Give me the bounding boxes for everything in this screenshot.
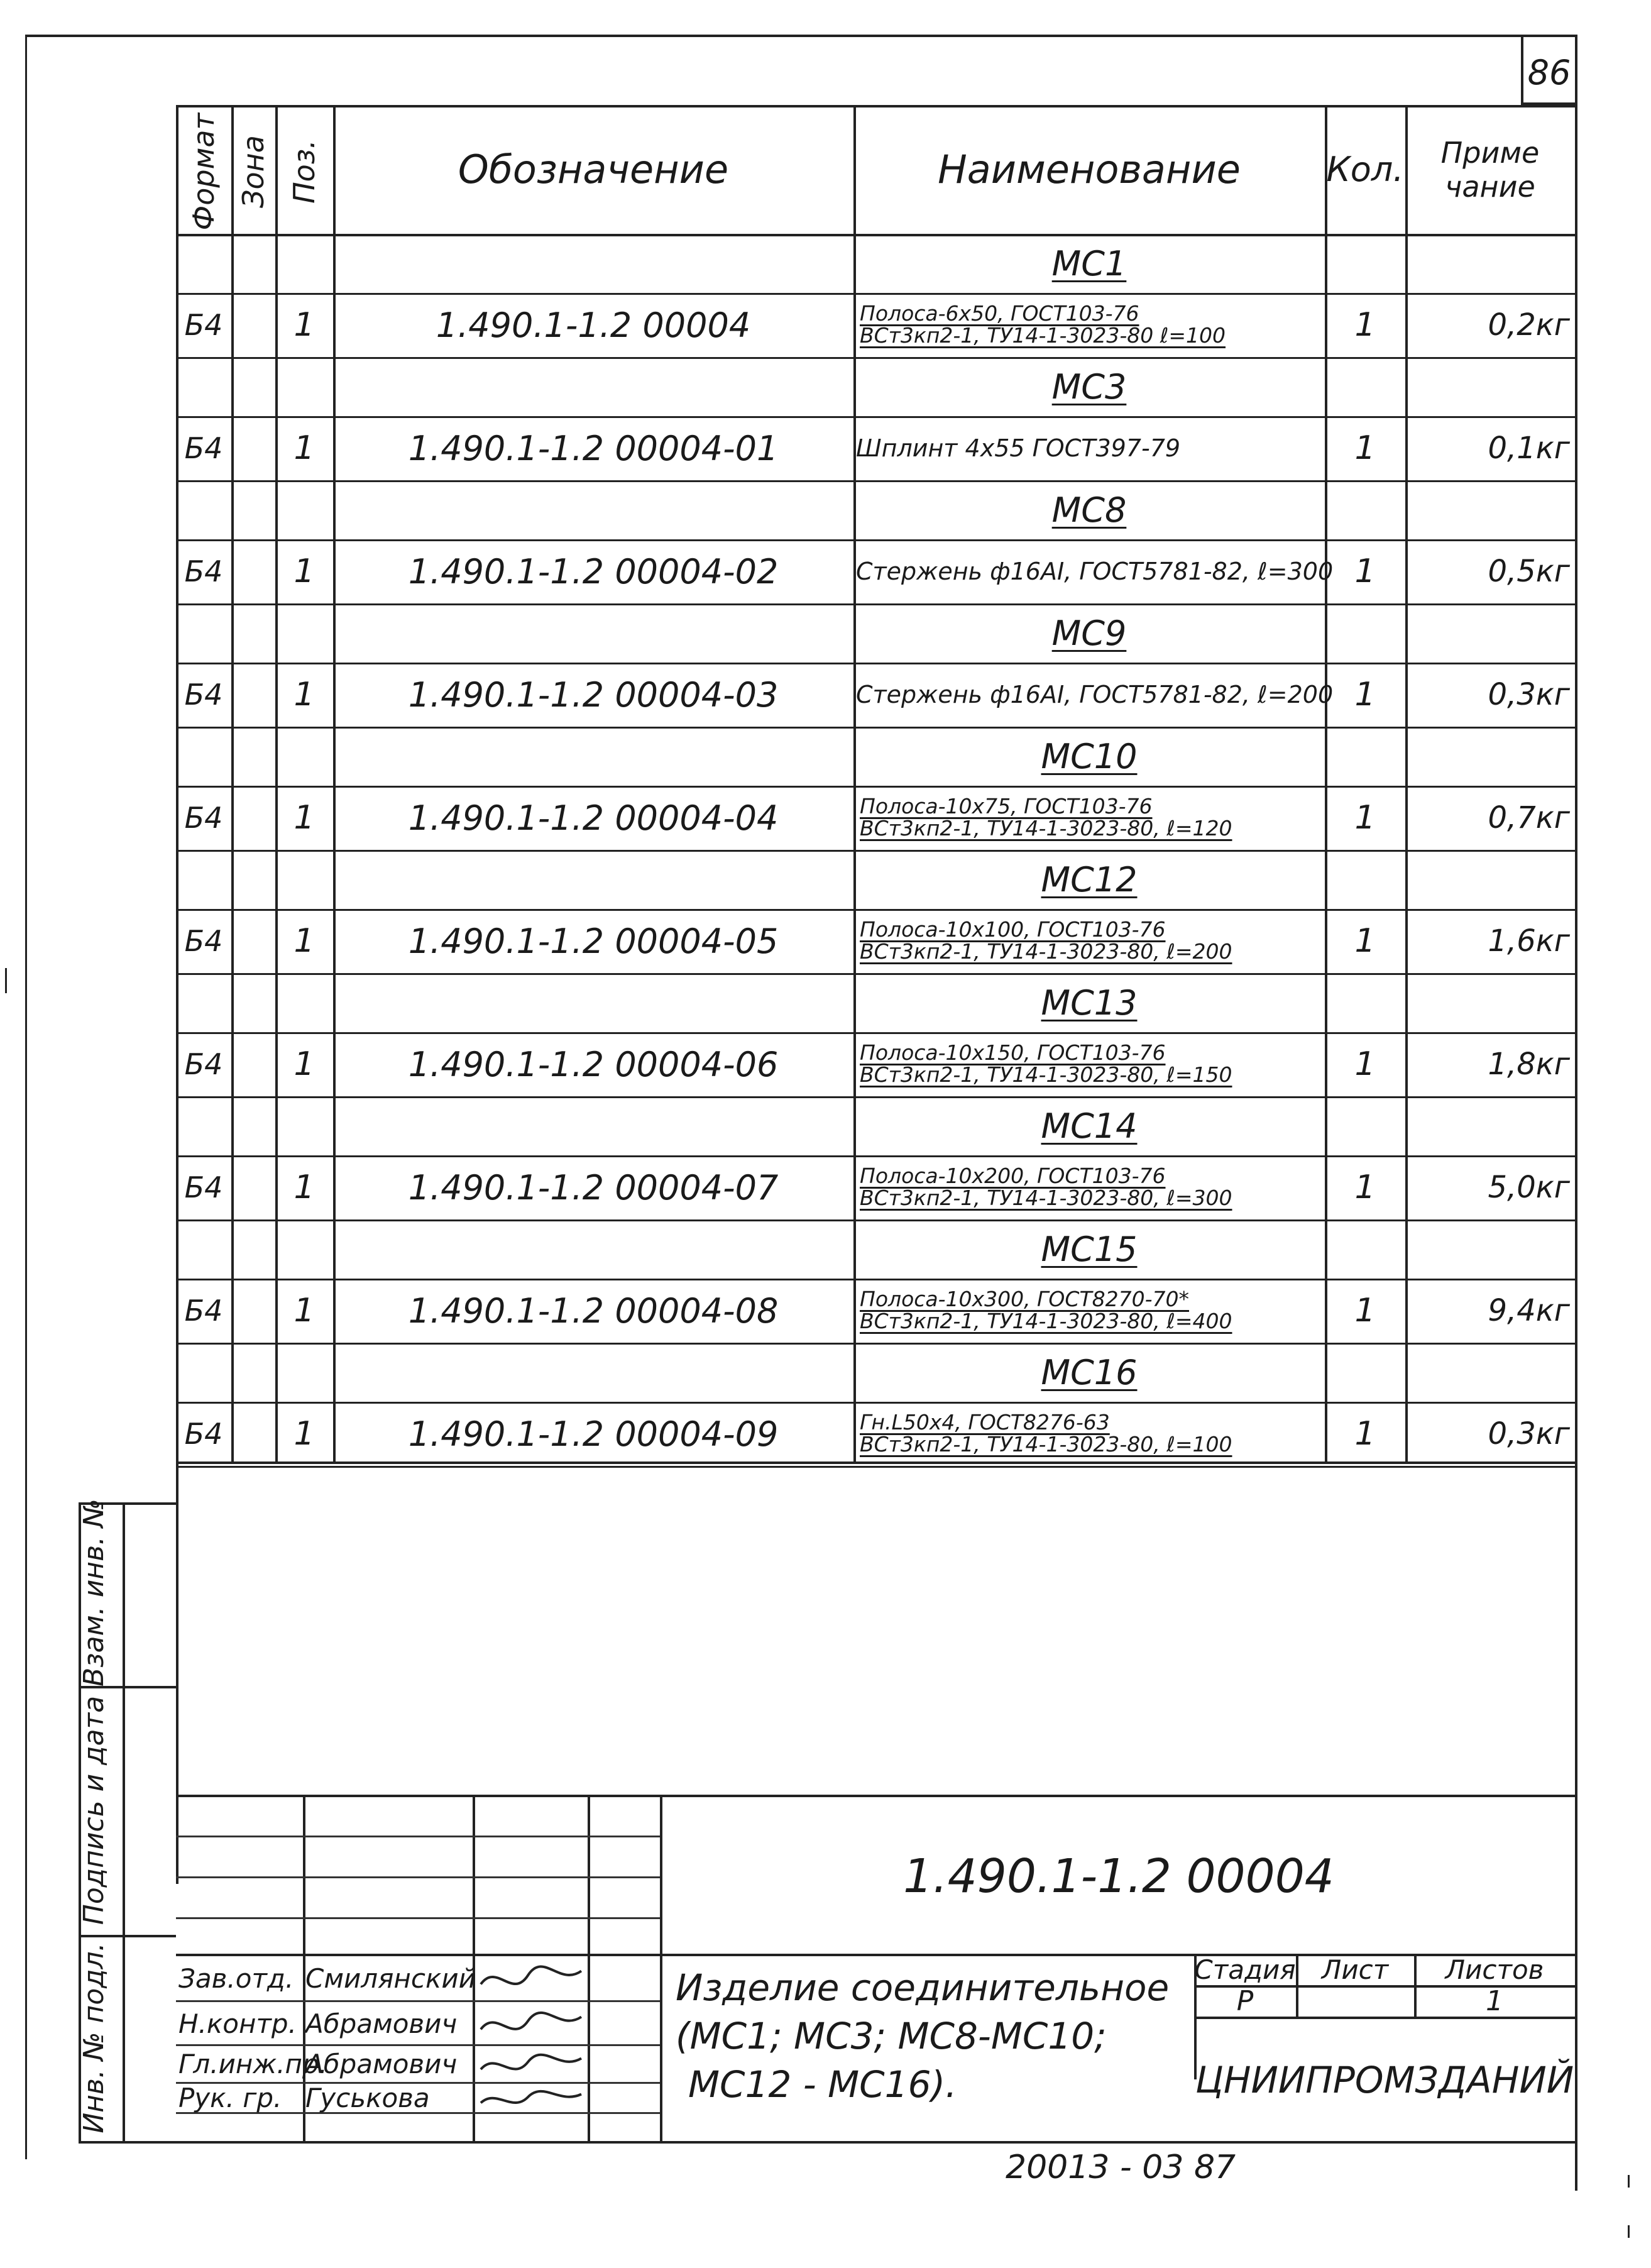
tb-bottom [176, 2141, 1577, 2144]
row-format: Б4 [184, 678, 223, 712]
scan-mark [1628, 2225, 1630, 2238]
signature-mark [478, 2049, 584, 2082]
row-format: Б4 [184, 1170, 223, 1204]
row-note: 0,1кг [1488, 431, 1570, 466]
row-name-line1: Полоса-10х200, ГОСТ103-76 [860, 1164, 1166, 1189]
row-designation: 1.490.1-1.2 00004-06 [408, 1044, 779, 1084]
staff-name: Абрамович [305, 2008, 458, 2039]
header-note-line1: Приме [1440, 135, 1540, 170]
row-name [860, 293, 1322, 357]
row-name [860, 1155, 1322, 1219]
tb-row-a [176, 1836, 660, 1837]
tb-row-e [176, 2000, 660, 2002]
side-stamp-vzam: Взам. инв. № [78, 1499, 110, 1687]
row-name-line2: ВСт3кп2-1, ТУ14-1-3023-80, ℓ=150 [860, 1062, 1232, 1087]
row-designation: 1.490.1-1.2 00004-08 [408, 1291, 779, 1331]
row-designation: 1.490.1-1.2 00004 [436, 305, 751, 345]
col-line-right [1575, 105, 1577, 1884]
tb-col3 [588, 1795, 590, 2144]
scan-mark [1628, 2175, 1630, 2188]
side-stamp-divider [123, 1502, 125, 2144]
side-stamp-bottom [79, 2141, 176, 2144]
title-line1: Изделие соединительное [676, 1966, 1170, 2009]
sheet-top-border [25, 35, 1577, 37]
row-name: Стержень ф16АI, ГОСТ5781-82, ℓ=200 [856, 681, 1334, 708]
row-format: Б4 [184, 1047, 223, 1081]
staff-role: Н.контр. [178, 2008, 297, 2039]
row-name: Шплинт 4х55 ГОСТ397-79 [856, 434, 1181, 462]
title-line3: МС12 - МС16). [688, 2063, 957, 2106]
stage-value: Р [1236, 1985, 1254, 2017]
row-name-line2: ВСт3кп2-1, ТУ14-1-3023-80, ℓ=200 [860, 939, 1232, 964]
row-designation: 1.490.1-1.2 00004-05 [408, 921, 779, 961]
row-name [860, 1402, 1322, 1466]
page-number: 86 [1527, 52, 1571, 92]
row-designation: 1.490.1-1.2 00004-04 [408, 798, 779, 838]
row-note: 5,0кг [1488, 1170, 1570, 1205]
header-note-line2: чание [1445, 169, 1535, 204]
row-note: 0,2кг [1488, 307, 1570, 343]
staff-name: Гуськова [305, 2082, 430, 2113]
row-pos: 1 [293, 1415, 315, 1453]
row-name-line2: ВСт3кп2-1, ТУ14-1-3023-80, ℓ=100 [860, 1432, 1232, 1456]
row-note: 1,8кг [1488, 1047, 1570, 1082]
row-note: 1,6кг [1488, 923, 1570, 959]
sheet-value [1296, 1985, 1414, 2017]
group-label: МС9 [1051, 613, 1127, 653]
row-qty: 1 [1354, 676, 1376, 713]
side-stamp-inv: Инв. № подл. [78, 1942, 110, 2133]
row-qty: 1 [1354, 922, 1376, 960]
row-note: 0,7кг [1488, 800, 1570, 835]
group-label: МС15 [1041, 1229, 1138, 1269]
row-designation: 1.490.1-1.2 00004-09 [408, 1414, 779, 1454]
row-note: 9,4кг [1488, 1293, 1570, 1328]
sheet-left-edge [25, 35, 27, 2159]
row-name-line2: ВСт3кп2-1, ТУ14-1-3023-80, ℓ=400 [860, 1309, 1232, 1333]
tb-row-b [176, 1876, 660, 1878]
row-qty: 1 [1354, 306, 1376, 344]
signature-mark [478, 2087, 584, 2112]
row-name: Стержень ф16АI, ГОСТ5781-82, ℓ=300 [856, 558, 1334, 585]
row-pos: 1 [293, 1292, 315, 1329]
header-note [1405, 105, 1575, 234]
group-label: МС14 [1041, 1106, 1138, 1146]
row-format: Б4 [184, 431, 223, 465]
row-name [860, 786, 1322, 850]
row-pos: 1 [293, 429, 315, 467]
row-note: 0,3кг [1488, 1416, 1570, 1451]
sheets-label: Листов [1445, 1954, 1544, 1985]
staff-role: Зав.отд. [178, 1962, 294, 1994]
row-name [860, 909, 1322, 973]
group-label: МС12 [1041, 859, 1138, 900]
organization: ЦНИИПРОМЗДАНИЙ [1195, 2059, 1574, 2101]
row-designation: 1.490.1-1.2 00004-02 [408, 551, 779, 592]
row-designation: 1.490.1-1.2 00004-07 [408, 1167, 779, 1208]
row-qty: 1 [1354, 1169, 1376, 1206]
row-qty: 1 [1354, 1415, 1376, 1453]
signature-mark [478, 2007, 584, 2044]
group-label: МС13 [1041, 983, 1138, 1023]
title-line2: (МС1; МС3; МС8-МС10; [676, 2015, 1107, 2057]
row-format: Б4 [184, 1417, 223, 1451]
row-name-line1: Полоса-10х100, ГОСТ103-76 [860, 917, 1166, 942]
row-pos: 1 [293, 676, 315, 713]
bottom-code: 20013 - 03 87 [1006, 2149, 1236, 2186]
group-label: МС8 [1051, 490, 1127, 530]
row-pos: 1 [293, 306, 315, 344]
row-qty: 1 [1354, 429, 1376, 467]
scan-mark [5, 968, 7, 993]
staff-name: Смилянский [305, 1962, 476, 1994]
side-stamp-podpis: Подпись и дата [78, 1695, 110, 1925]
group-label: МС10 [1041, 736, 1138, 776]
row-qty: 1 [1354, 1045, 1376, 1083]
row-pos: 1 [293, 553, 315, 590]
row-pos: 1 [293, 922, 315, 960]
group-label: МС1 [1051, 243, 1127, 284]
row-name-line2: ВСт3кп2-1, ТУ14-1-3023-80, ℓ=300 [860, 1186, 1232, 1210]
row-pos: 1 [293, 1169, 315, 1206]
row-designation: 1.490.1-1.2 00004-01 [408, 428, 779, 468]
row-name-line2: ВСт3кп2-1, ТУ14-1-3023-80 ℓ=100 [860, 323, 1226, 348]
row-name [860, 1032, 1322, 1096]
header-designation: Обозначение [458, 146, 729, 192]
row-name-line2: ВСт3кп2-1, ТУ14-1-3023-80, ℓ=120 [860, 816, 1232, 840]
col-line-left [176, 105, 178, 1884]
row-format: Б4 [184, 924, 223, 958]
row-pos: 1 [293, 799, 315, 837]
row-name-line1: Полоса-10х75, ГОСТ103-76 [860, 794, 1153, 819]
header-qty: Кол. [1326, 150, 1404, 189]
row-name-line1: Полоса-6х50, ГОСТ103-76 [860, 301, 1139, 326]
header-name: Наименование [938, 146, 1241, 192]
title-doc-code: 1.490.1-1.2 00004 [903, 1849, 1334, 1903]
header-zone: Зона [236, 135, 270, 208]
signature-mark [478, 1960, 584, 2000]
tb-top [176, 1795, 1577, 1797]
side-stamp-line2 [79, 1935, 176, 1937]
row-name [860, 1279, 1322, 1343]
row-name-line1: Полоса-10х300, ГОСТ8270-70* [860, 1287, 1189, 1312]
sheets-value: 1 [1486, 1985, 1503, 2017]
staff-name: Абрамович [305, 2048, 458, 2079]
row-format: Б4 [184, 801, 223, 835]
stage-label: Стадия [1194, 1954, 1296, 1985]
staff-role: Рук. гр. [178, 2082, 282, 2113]
group-label: МС16 [1041, 1352, 1138, 1392]
row-qty: 1 [1354, 1292, 1376, 1329]
row-qty: 1 [1354, 553, 1376, 590]
row-qty: 1 [1354, 799, 1376, 837]
row-pos: 1 [293, 1045, 315, 1083]
row-format: Б4 [184, 308, 223, 342]
group-label: МС3 [1051, 366, 1127, 407]
row-separator [176, 1466, 1577, 1468]
row-format: Б4 [184, 554, 223, 588]
row-note: 0,5кг [1488, 554, 1570, 589]
row-note: 0,3кг [1488, 677, 1570, 712]
staff-role: Гл.инж.пр. [178, 2048, 328, 2079]
header-format: Формат [187, 113, 221, 231]
row-format: Б4 [184, 1294, 223, 1328]
tb-row-c [176, 1917, 660, 1919]
row-name-line1: Гн.L50х4, ГОСТ8276-63 [860, 1410, 1110, 1435]
sheet-label: Лист [1321, 1954, 1389, 1985]
col-line-format [231, 105, 234, 1463]
row-name-line1: Полоса-10х150, ГОСТ103-76 [860, 1040, 1166, 1065]
row-designation: 1.490.1-1.2 00004-03 [408, 674, 779, 715]
header-pos: Поз. [287, 140, 321, 204]
